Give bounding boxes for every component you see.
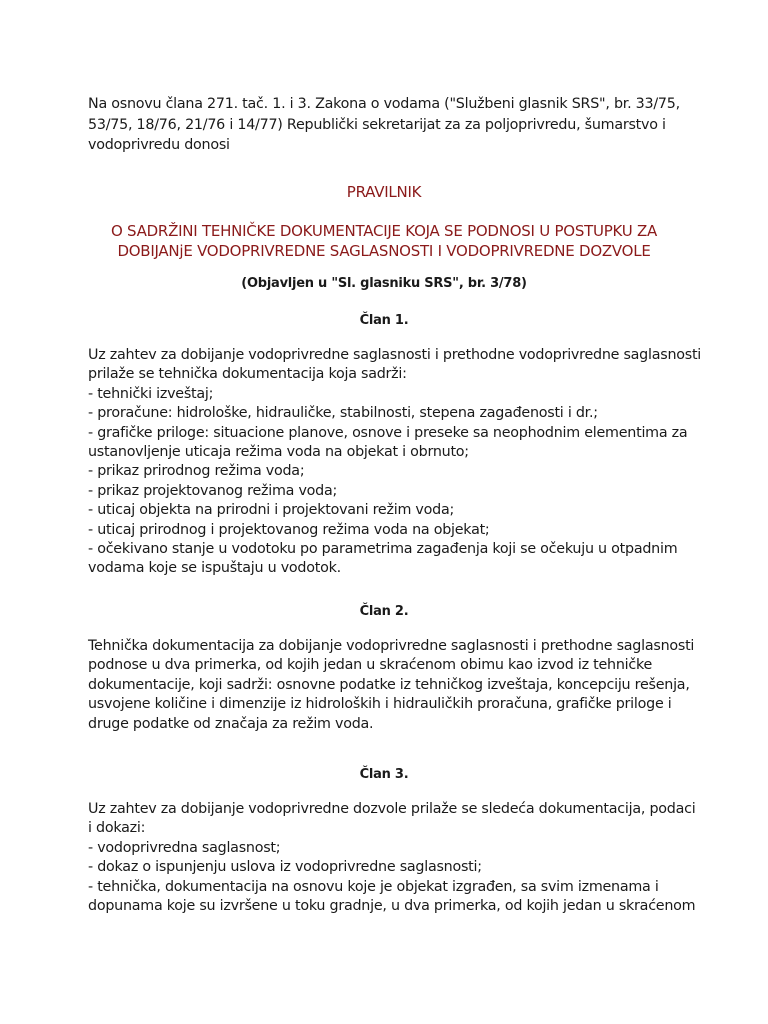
article-2-heading: Član 2. (359, 604, 409, 619)
article-line: - tehnička, dokumentacija na osnovu koje je objekat izgrađen, sa svim izmenama i (88, 878, 659, 895)
article-line: - proračune: hidrološke, hidrauličke, stabilnosti, stepena zagađenosti i dr.; (88, 405, 598, 422)
article-line: - dokaz o ispunjenju uslova iz vodoprivredne saglasnosti; (88, 859, 482, 876)
article-line: - prikaz projektovanog režima voda; (88, 482, 338, 499)
subtitle-line: O SADRŽINI TEHNIČKE DOKUMENTACIJE KOJA SE PODNOSI U POSTUPKU ZA (110, 222, 657, 240)
article-line: Uz zahtev za dobijanje vodoprivredne saglasnosti i prethodne vodoprivredne saglasnosti (88, 347, 702, 363)
article-line: druge podatke od značaja za režim voda. (88, 715, 374, 732)
article-line: ustanovljenje uticaja režima voda na objekat i obrnuto; (88, 444, 469, 461)
article-line: dokumentacije, koji sadrži: osnovne podatke iz tehničkog izveštaja, koncepciju rešenja, (88, 676, 690, 693)
article-line: - grafičke priloge: situacione planove, osnove i preseke sa neophodnim elementima za (88, 424, 688, 441)
article-3-body (88, 800, 696, 916)
intro-line: Na osnovu člana 271. tač. 1. i 3. Zakona o vodama ("Službeni glasnik SRS", br. 33/75, (88, 96, 680, 112)
article-1-body (88, 346, 702, 579)
article-line: Tehnička dokumentacija za dobijanje vodoprivredne saglasnosti i prethodne saglasnosti (88, 638, 695, 654)
article-1-heading: Član 1. (359, 313, 409, 328)
article-line: i dokazi: (88, 820, 146, 837)
article-line: prilaže se tehnička dokumentacija koja sadrži: (88, 366, 407, 383)
article-line: usvojene količine i dimenzije iz hidroloških i hidrauličkih proračuna, grafičke priloge i (88, 696, 672, 713)
intro-line: vodoprivredu donosi (88, 137, 230, 153)
article-line: Uz zahtev za dobijanje vodoprivredne dozvole prilaže se sledeća dokumentacija, podaci (88, 801, 696, 817)
document-title: PRAVILNIK (346, 183, 422, 201)
article-line: - prikaz prirodnog režima voda; (88, 463, 305, 480)
article-line: - tehnički izveštaj; (88, 385, 214, 402)
article-line: - očekivano stanje u vodotoku po parametrima zagađenja koji se očekuju u otpadnim (88, 541, 678, 558)
article-2-body (88, 637, 695, 734)
document-subtitle (60, 221, 708, 261)
publication-note: (Objavljen u "Sl. glasniku SRS", br. 3/78) (241, 276, 527, 291)
article-line: vodama koje se ispuštaju u vodotok. (88, 560, 341, 577)
subtitle-line: DOBIJANjE VODOPRIVREDNE SAGLASNOSTI I VODOPRIVREDNE DOZVOLE (117, 242, 651, 260)
article-line: podnose u dva primerka, od kojih jedan u skraćenom obimu kao izvod iz tehničke (88, 657, 653, 674)
article-line: - uticaj objekta na prirodni i projektovani režim voda; (88, 502, 455, 519)
article-3-heading: Član 3. (359, 767, 409, 782)
intro-line: 53/75, 18/76, 21/76 i 14/77) Republički sekretarijat za za poljoprivredu, šumarstvo i (88, 116, 666, 133)
article-line: dopunama koje su izvršene u toku gradnje, u dva primerka, od kojih jedan u skraćenom (88, 898, 696, 915)
intro-paragraph (88, 94, 688, 156)
article-line: - uticaj prirodnog i projektovanog režima voda na objekat; (88, 521, 490, 538)
article-line: - vodoprivredna saglasnost; (88, 839, 281, 856)
